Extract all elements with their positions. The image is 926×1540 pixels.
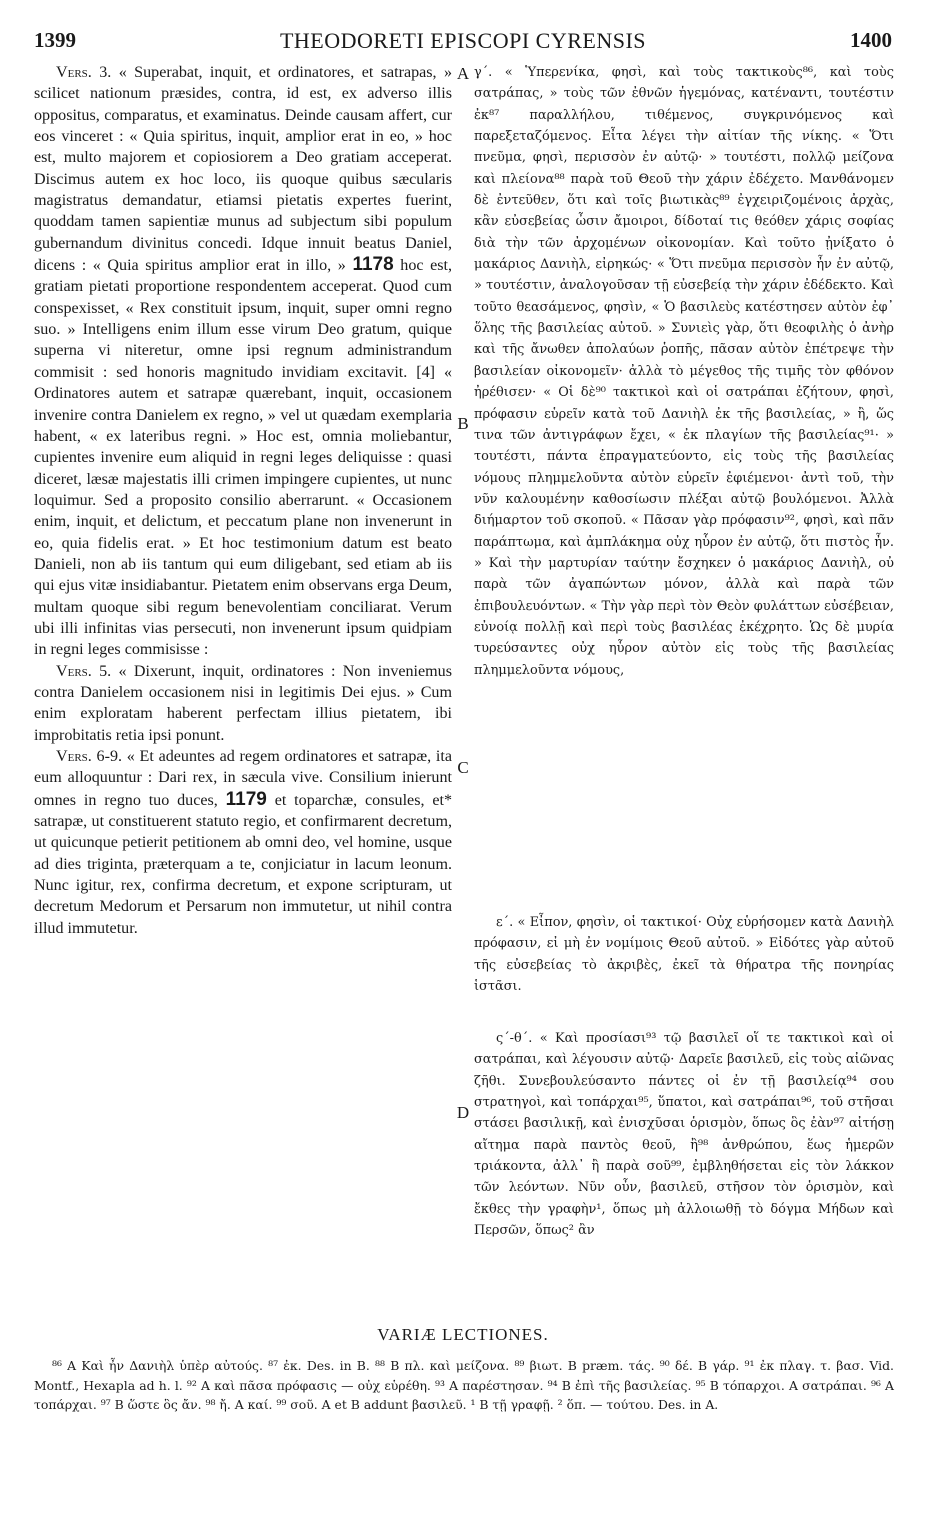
latin-text: « Superabat, inquit, et ordinatores, et satrapas, » scilicet nationum præsides, contra, id est, ex adverso illis oppositus, comparatus, et examinatus. Deinde causam affert, cur eos vinceret : « Quia spiritus, inquit, amplior erat in eo, » hoc est, multo majorem et copiosiorem a Deo gratiam acceperat. Discimus autem ex hoc loco, iis quoque quibus sæcularis magistratus demandatur, etiamsi pietatis expertes fuerint, quoddam tamen sapientiæ munus ad subjectum sibi populum gubernandum divinitus concedi. Idque innuit beatus Daniel, dicens : « Quia spiritus amplior erat in illo, » — [34, 64, 453, 275]
footnotes-text: ⁸⁶ A Καὶ ἦν Δανιὴλ ὑπὲρ αὐτούς. ⁸⁷ ἐκ. Des. in B. ⁸⁸ B πλ. καὶ μείζονα. ⁸⁹ βιωτ. B præm. τάς. ⁹⁰ δέ. B γάρ. ⁹¹ ἐκ πλαγ. τ. βασ. Vid. Montf., Hexapla ad h. l. ⁹² A καὶ πᾶσα πρόφασις — οὐχ εὑρέθη. ⁹³ A παρέστησαν. ⁹⁴ B ἐπὶ τῆς βασιλείας. ⁹⁵ B τόπαρχοι. A σατράπαι. ⁹⁶ A τοπάρχαι. ⁹⁷ B ὥστε ὃς ἄν. ⁹⁸ ἤ. A καί. ⁹⁹ σοῦ. A et B addunt βασιλεῦ. ¹ B τῇ γραφῇ. ² ὅπ. — τούτου. Des. in A. — [34, 1358, 894, 1412]
greek-column-block-5 — [474, 912, 894, 997]
running-title: THEODORETI EPISCOPI CYRENSIS — [279, 28, 647, 53]
latin-text: et toparchæ, consules, et* satrapæ, ut constituerent statuto regio, et confirmarent decretum, ut quicunque petierit petitionem ab omni deo, vel homine, usque ad dies triginta, præterquam a te, conjiciatur in lacum leonum. Nunc igitur, rex, confirma decretum, et expone scripturam, ut decretum Medorum et Persarum non immutetur, ut nihil contra illud immutetur. — [34, 791, 452, 937]
greek-paragraph-5: ε΄. « Εἶπον, φησὶν, οἱ τακτικοί· Οὐχ εὑρήσομεν κατὰ Δανιὴλ πρόφασιν, εἰ μὴ ἐν νομίμοις Θεοῦ αὐτοῦ. » Εἰδότες γὰρ αὐτοῦ τῆς εὐσεβείας τὸ ἀκριβὲς, ἐκεῖ τὰ θήρατρα τῆς πονηρίας ἱστᾶσι. — [474, 915, 894, 995]
latin-text: hoc est, gratiam pietati proportione respondentem acceperat. Quod cum conspexisset, « Rex constituit ipsum, inquit, super omni regno suo. » Intelligens enim illum esse virum Deo gratum, quique superna vi niteretur, omne ipsi regnum administrandum commisit : sed honoris magnitudo invidiam excitavit. [4] « Ordinatores autem et satrapæ quærebant, inquit, occasionem invenire contra Danielem ex regno, » vel ut quædam exemplaria habent, « ex lateribus regni. » Hoc est, omnia moliebantur, cupientes invenire eum aliquid in regni leges deliquisse : quasi diceret, læsæ majestatis illi crimen impingere cupientes, ut nunc loquimur. Sed a proposito consilio aberrarunt. « Occasionem enim, inquit, et delictum, et peccatum plane non invenerunt in eo, quia fidelis erat. » Et hoc testimonium datum est beato Danieli, non ab iis tantum qui eum diligebant, sed etiam ab iis qui ejus vitæ insidiabantur. Pietatem enim observans erga Deum, multam quoque sibi regum benevolentiam conciliarat. Verum ubi illi infinitas vias persecuti, non invenerunt ipsum quidpiam in regni leges commisisse : — [34, 257, 452, 659]
latin-text: « Dixerunt, inquit, ordinatores : Non inveniemus contra Danielem occasionem nisi in legitimis Dei ejus. » Cum enim exploratam haberent perfectam illius pietatem, ibi improbitatis retia ipsi ponunt. — [34, 662, 452, 744]
latin-verse-3 — [34, 62, 452, 661]
greek-column-block-6-9 — [474, 1028, 894, 1241]
latin-text: « Et adeuntes ad regem ordinatores et satrapæ, ita eum alloquuntur : Dari rex, in sæcula vive. Consilium inierunt omnes in regno tuo duces, — [34, 748, 452, 809]
section-marker-a: A — [456, 64, 470, 83]
latin-verse-5 — [34, 661, 452, 746]
page-header — [34, 28, 892, 62]
page-number-left: 1399 — [34, 28, 76, 52]
section-marker-d: D — [456, 1103, 470, 1122]
latin-verse-6-9 — [34, 746, 452, 939]
variae-lectiones-heading: VARIÆ LECTIONES. — [377, 1325, 549, 1344]
verse-label: Vers. 3. — [56, 64, 112, 81]
greek-paragraph-3: γ΄. « Ὑπερενίκα, φησὶ, καὶ τοὺς τακτικοὺς⁸⁶, καὶ τοὺς σατράπας, » τοὺς τῶν ἐθνῶν ἡγεμόνας, κατέναντι, τουτέστιν ἐκ⁸⁷ παραλλήλου, τιθέμενος, συγκρινόμενος καὶ παρεξεταζόμενος. Εἶτα λέγει τὴν αἰτίαν τῆς νίκης. « Ὅτι πνεῦμα, φησὶ, περισσὸν ἐν αὐτῷ· » τουτέστι, πολλῷ μείζονα καὶ πλείονα⁸⁸ παρὰ τοῦ Θεοῦ τὴν χάριν ἐδέχετο. Μανθάνομεν δὲ ἐντεῦθεν, ὅτι καὶ τοῖς βιωτικὰς⁸⁹ ἐγχειριζομένοις ἀρχὰς, κἂν εὐσεβείας ὦσιν ἄμοιροι, δίδοταί τις θεόθεν χάρις σοφίας διὰ τὴν τῶν ἀρχομένων οἰκονομίαν. Καὶ τοῦτο ᾐνίξατο ὁ μακάριος Δανιὴλ, εἰρηκώς· « Ὅτι πνεῦμα περισσὸν ἦν ἐν αὐτῷ, » τουτέστιν, ἀναλογοῦσαν τῇ εὐσεβείᾳ τὴν χάριν ἐδέδεκτο. Καὶ τοῦτο θεασάμενος, φησὶν, « Ὁ βασιλεὺς κατέστησεν αὐτὸν ἐφ᾽ ὅλης τῆς βασιλείας αὐτοῦ. » Συνιεὶς γὰρ, ὅτι θεοφιλὴς ὁ ἀνὴρ καὶ τῆς ἄνωθεν ἀπολαύων ῥοπῆς, πᾶσαν αὐτὸν ἐπέτρεψε τὴν βασιλείαν οἰκονομεῖν· ἀλλὰ τὸ μέγεθος τῆς τιμῆς τὸν φθόνον ἠρέθισεν· « Οἱ δὲ⁹⁰ τακτικοὶ καὶ οἱ σατράπαι ἐζήτουν, φησὶ, πρόφασιν εὑρεῖν κατὰ τοῦ Δανιὴλ ἐκ τῆς βασιλείας, » ἢ, ὥς τινα τῶν ἀντιγράφων ἔχει, « ἐκ πλαγίων τῆς βασιλείας⁹¹· » τουτέστι, πάντα ἐπραγματεύοντο, εἰς τοὺς τῆς βασιλείας νόμους πλημμελοῦντα αὐτὸν εὑρεῖν ἐφιέμενοι· ἀντὶ τοῦ, τὴν νῦν καλουμένην καθοσίωσιν πλέξαι αὐτῷ βουλόμενοι. Ἀλλὰ διήμαρτον τοῦ σκοποῦ. « Πᾶσαν γὰρ πρόφασιν⁹², φησὶ, καὶ πᾶν παράπτωμα, καὶ ἀμπλάκημα οὐχ ηὗρον ἐν αὐτῷ, ὅτι πιστὸς ἦν. » Καὶ τὴν μαρτυρίαν ταύτην ἔσχηκεν ὁ μακάριος Δανιὴλ, οὐ παρὰ τῶν ἀγαπώντων μόνον, ἀλλὰ καὶ παρὰ τῶν ἐπιβουλευόντων. « Τὴν γὰρ περὶ τὸν Θεὸν φυλάττων εὐσέβειαν, εὐνοίᾳ πολλῇ καὶ περὶ τοὺς βασιλέας ἐκέχρητο. Ὡς δὲ μυρία τυρεύσαντες οὐχ ηὗρον αὐτὸν εἰς τοὺς τῆς βασιλείας πλημμελοῦντα νόμους, — [474, 65, 894, 678]
variae-lectiones-notes — [34, 1356, 894, 1415]
verse-label: Vers. 5. — [56, 662, 112, 680]
verse-label: Vers. 6-9. — [56, 748, 123, 765]
greek-column — [474, 62, 894, 681]
section-marker-b: B — [457, 414, 469, 433]
greek-paragraph-6-9: ς΄-θ΄. « Καὶ προσίασι⁹³ τῷ βασιλεῖ οἵ τε τακτικοὶ καὶ οἱ σατράπαι, καὶ λέγουσιν αὐτῷ· Δαρεῖε βασιλεῦ, εἰς τοὺς αἰῶνας ζῆθι. Συνεβουλεύσαντο πάντες οἱ ἐν τῇ βασιλείᾳ⁹⁴ σου στρατηγοὶ, καὶ τοπάρχαι⁹⁵, ὕπατοι, καὶ σατράπαι⁹⁶, τοῦ στῆσαι στάσει βασιλικῇ, καὶ ἐνισχῦσαι ὁρισμὸν, ὅπως ὃς ἐὰν⁹⁷ αἰτήσῃ αἴτημα παρὰ παντὸς θεοῦ, ἢ⁹⁸ ἀνθρώπου, ἕως ἡμερῶν τριάκοντα, ἀλλ᾽ ἢ παρὰ σοῦ⁹⁹, ἐμβληθήσεται εἰς τὸν λάκκον τῶν λεόντων. Νῦν οὖν, βασιλεῦ, στῆσον τὸν ὁρισμὸν, καὶ ἔκθες τὴν γραφὴν¹, ὅπως μὴ ἀλλοιωθῇ τὸ δόγμα Μήδων καὶ Περσῶν, ὅπως² ἂν — [474, 1031, 894, 1239]
column-number-marker: 1178 — [352, 254, 394, 276]
column-number-marker: 1179 — [225, 788, 267, 810]
section-marker-c: C — [457, 758, 469, 777]
latin-column — [34, 62, 452, 939]
page-number-right: 1400 — [850, 28, 892, 52]
